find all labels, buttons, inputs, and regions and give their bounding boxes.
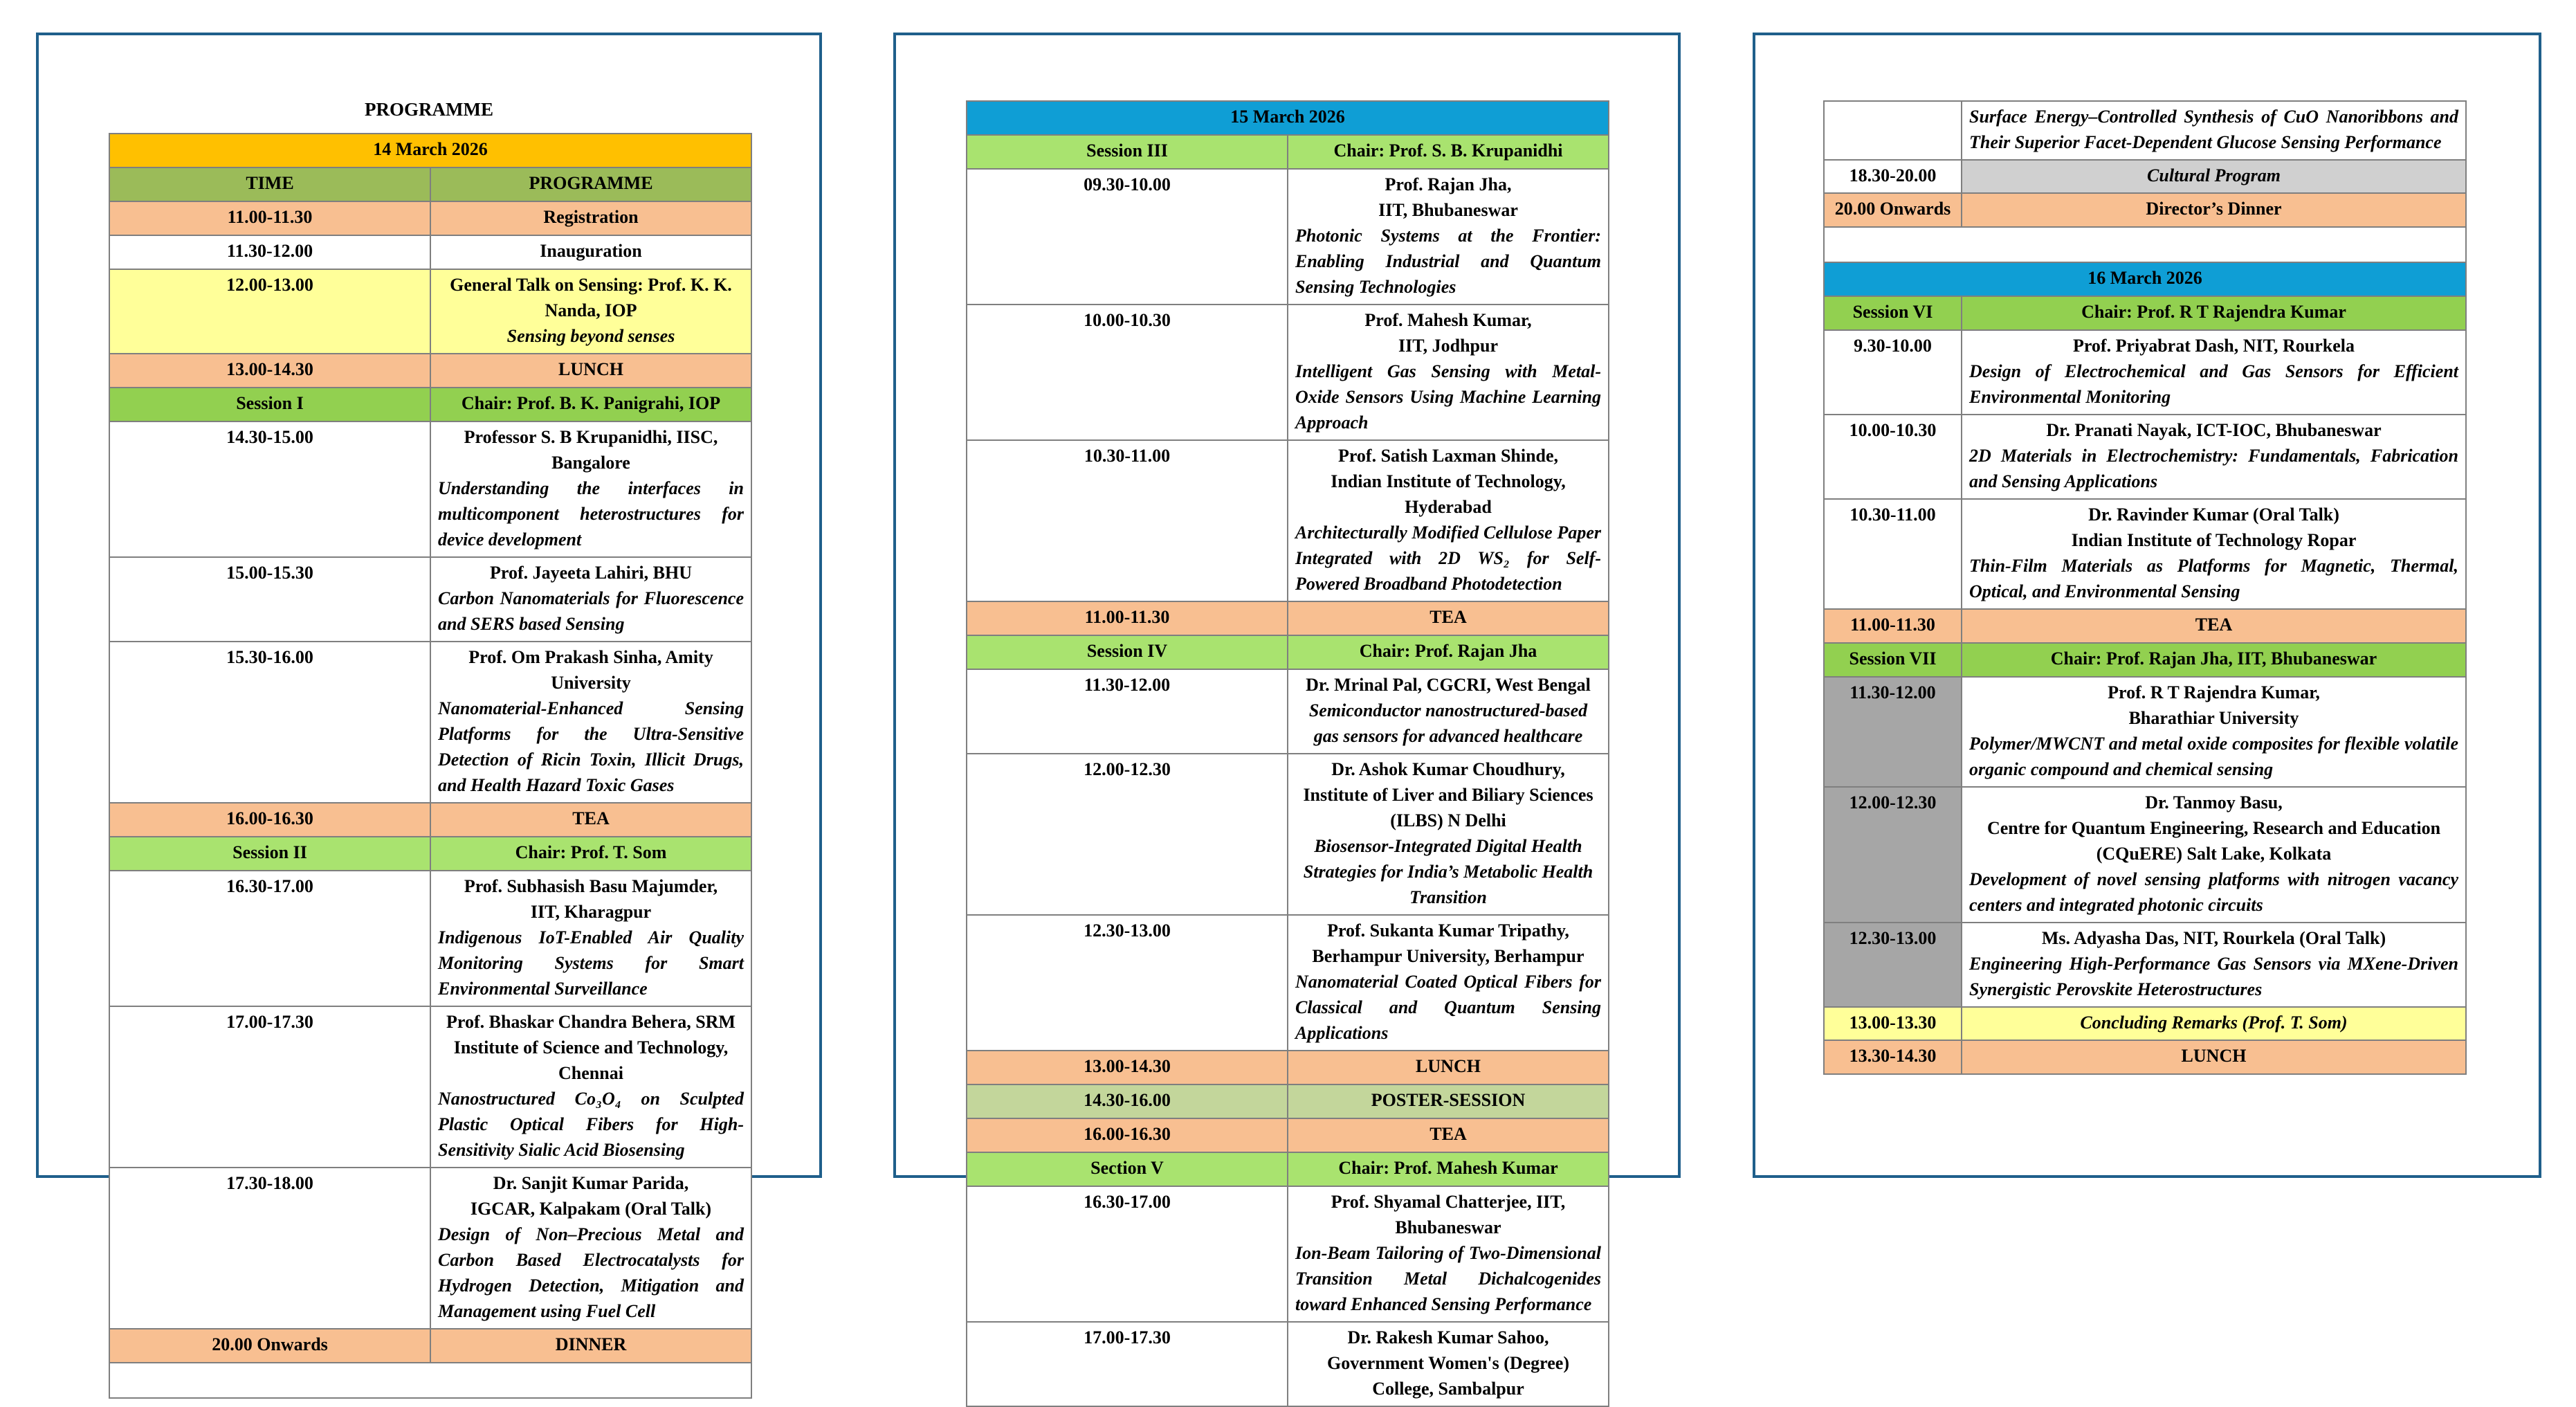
programme-cell [430,1329,751,1363]
programme-cell [1962,609,2466,643]
schedule-row [967,1118,1609,1152]
speaker-text: IIT, Jodhpur [1398,336,1499,356]
programme-cell [1288,1084,1609,1118]
schedule-row [109,557,751,642]
schedule-row [109,201,751,235]
programme-cell [1962,101,2466,160]
programme-cell [1288,1186,1609,1322]
time-cell: 13.00-13.30 [1824,1007,1962,1040]
schedule-table-1 [109,133,752,1399]
date-header-row [109,134,751,167]
speaker-text: Professor S. B Krupanidhi, IISC, Bangalore [464,427,718,473]
speaker-text: Chair: Prof. Mahesh Kumar [1338,1158,1558,1178]
speaker-text: Government Women's (Degree) College, Sambalpur [1327,1353,1569,1399]
programme-title: PROGRAMME [365,99,493,120]
schedule-row [967,1084,1609,1118]
time-cell: 11.30-12.00 [109,235,430,269]
talk-title: Development of novel sensing platforms with nitrogen vacancy centers and integrated photonic circuits [1969,869,2458,915]
speaker-text: Dr. Sanjit Kumar Parida, [493,1173,689,1193]
time-cell: 12.00-12.30 [1824,787,1962,923]
speaker-text: Chair: Prof. Rajan Jha [1359,641,1537,661]
time-cell: 10.30-11.00 [1824,499,1962,609]
talk-title: Engineering High-Performance Gas Sensors via MXene-Driven Synergistic Perovskite Heterostructures [1969,954,2458,999]
time-cell: 16.30-17.00 [967,1186,1288,1322]
programme-cell [1962,160,2466,193]
speaker-text: Dr. Rakesh Kumar Sahoo, [1347,1327,1549,1347]
schedule-table-2 [966,100,1609,1407]
programme-cell [1288,169,1609,305]
programme-page-3 [1753,33,2541,1178]
speaker-text: LUNCH [1416,1056,1481,1076]
date-heading: 14 March 2026 [109,134,751,167]
time-cell: 17.30-18.00 [109,1168,430,1329]
date-header-row [1824,262,2466,296]
programme-cell [1288,1152,1609,1186]
speaker-text: Inauguration [540,241,642,261]
programme-cell [1288,915,1609,1051]
time-cell: 17.00-17.30 [967,1322,1288,1406]
programme-cell [1288,669,1609,754]
programme-cell [1288,305,1609,440]
date-header-row [967,101,1609,135]
speaker-text: Indian Institute of Technology Ropar [2071,530,2357,550]
speaker-text: Prof. Sukanta Kumar Tripathy, [1327,920,1569,941]
speaker-text: General Talk on Sensing: Prof. K. K. Nanda, IOP [450,275,732,320]
programme-cell [430,354,751,388]
time-cell: 16.00-16.30 [967,1118,1288,1152]
time-cell: Session I [109,388,430,421]
speaker-text: POSTER-SESSION [1371,1090,1526,1110]
time-cell: 11.00-11.30 [967,601,1288,635]
schedule-row [1824,1007,2466,1040]
programme-cell [1962,330,2466,415]
speaker-text: Prof. Rajan Jha, [1385,174,1512,194]
speaker-text: Chair: Prof. R T Rajendra Kumar [2081,302,2346,322]
programme-cell [1288,440,1609,601]
talk-title: Nanomaterial Coated Optical Fibers for Classical and Quantum Sensing Applications [1295,972,1601,1043]
schedule-row [967,1322,1609,1406]
schedule-row [1824,677,2466,787]
schedule-row [109,1006,751,1168]
speaker-text: TEA [1429,1124,1467,1144]
speaker-text: Registration [543,207,639,227]
schedule-row [109,421,751,557]
speaker-text: Dr. Mrinal Pal, CGCRI, West Bengal [1306,675,1591,695]
speaker-text: IIT, Kharagpur [530,902,652,922]
talk-title: Architecturally Modified Cellulose Paper Integrated with 2D WS₂ for Self-Powered Broadband Photodetection [1295,523,1601,594]
talk-title: Cultural Program [2147,165,2281,185]
talk-title: Surface Energy–Controlled Synthesis of CuO Nanoribbons and Their Superior Facet-Dependent Glucose Sensing Performance [1969,107,2458,152]
speaker-text: Centre for Quantum Engineering, Research and Education (CQuERE) Salt Lake, Kolkata [1986,818,2441,864]
date-heading: 15 March 2026 [967,101,1609,135]
programme-cell [1288,635,1609,669]
programme-cell [430,837,751,871]
time-cell: 10.30-11.00 [967,440,1288,601]
talk-title: Intelligent Gas Sensing with Metal-Oxide Sensors Using Machine Learning Approach [1295,361,1601,433]
speaker-text: Dr. Ravinder Kumar (Oral Talk) [2088,505,2339,525]
talk-title: Design of Electrochemical and Gas Sensors for Efficient Environmental Monitoring [1969,361,2458,407]
programme-cell [1288,754,1609,915]
schedule-row [109,1168,751,1329]
programme-cell [430,557,751,642]
speaker-text: Institute of Liver and Biliary Sciences (ILBS) N Delhi [1303,785,1593,830]
time-cell: 18.30-20.00 [1824,160,1962,193]
schedule-table-3 [1823,100,2467,1075]
speaker-text: Dr. Tanmoy Basu, [2145,792,2283,813]
time-cell: 11.00-11.30 [1824,609,1962,643]
talk-title: Indigenous IoT-Enabled Air Quality Monitoring Systems for Smart Environmental Surveillance [438,927,744,999]
time-cell: 13.00-14.30 [967,1051,1288,1084]
schedule-row [1824,1040,2466,1074]
talk-title: Thin-Film Materials as Platforms for Magnetic, Thermal, Optical, and Environmental Sensing [1969,556,2458,601]
schedule-row [1824,923,2466,1007]
schedule-row [1824,499,2466,609]
time-cell: 9.30-10.00 [1824,330,1962,415]
speaker-text: Ms. Adyasha Das, NIT, Rourkela (Oral Talk) [2041,928,2386,948]
schedule-row [1824,160,2466,193]
empty-cell [109,1363,751,1398]
schedule-row [1824,787,2466,923]
talk-title: Carbon Nanomaterials for Fluorescence and SERS based Sensing [438,588,744,634]
schedule-row [1824,296,2466,330]
speaker-text: Chair: Prof. T. Som [515,842,667,862]
speaker-text: Indian Institute of Technology, Hyderabad [1331,471,1566,517]
schedule-row [1824,101,2466,160]
speaker-text: Dr. Ashok Kumar Choudhury, [1331,759,1565,779]
schedule-row [967,1186,1609,1322]
empty-row [1824,227,2466,262]
talk-title: Polymer/MWCNT and metal oxide composites for flexible volatile organic compound and chemical sensing [1969,734,2458,779]
programme-cell [1962,499,2466,609]
speaker-text: Dr. Pranati Nayak, ICT-IOC, Bhubaneswar [2046,420,2382,440]
speaker-text: LUNCH [2181,1046,2247,1066]
schedule-row [967,440,1609,601]
speaker-text: Prof. Bhaskar Chandra Behera, SRM Institute of Science and Technology, Chennai [446,1012,736,1083]
talk-title: Sensing beyond senses [506,326,675,346]
programme-cell [1962,415,2466,499]
speaker-text: TEA [1429,607,1467,627]
time-cell: 10.00-10.30 [1824,415,1962,499]
programme-page-2 [893,33,1681,1399]
schedule-row [967,669,1609,754]
speaker-text: Chair: Prof. Rajan Jha, IIT, Bhubaneswar [2050,648,2377,669]
programme-cell [1962,643,2466,677]
programme-cell [1288,135,1609,169]
speaker-text: TEA [2195,615,2233,635]
time-cell: 15.30-16.00 [109,642,430,803]
programme-cell [1288,601,1609,635]
date-heading: 16 March 2026 [1824,262,2466,296]
schedule-row [967,305,1609,440]
schedule-row [1824,193,2466,227]
schedule-row [109,235,751,269]
programme-cell [430,269,751,354]
time-cell: Section V [967,1152,1288,1186]
schedule-row [109,167,751,201]
schedule-row [967,635,1609,669]
programme-cell [430,871,751,1006]
schedule-row [967,601,1609,635]
time-cell: 14.30-15.00 [109,421,430,557]
speaker-text: Chair: Prof. B. K. Panigrahi, IOP [461,393,721,413]
schedule-row [967,1051,1609,1084]
talk-title: Nanomaterial-Enhanced Sensing Platforms for the Ultra-Sensitive Detection of Ricin Toxin, Illicit Drugs, and Health Hazard Toxic Gases [438,698,744,795]
schedule-row [109,803,751,837]
speaker-text: IGCAR, Kalpakam (Oral Talk) [470,1199,712,1219]
schedule-row [109,871,751,1006]
speaker-text: Bharathiar University [2128,708,2299,728]
schedule-row [967,1152,1609,1186]
speaker-text: Prof. Jayeeta Lahiri, BHU [490,563,692,583]
programme-cell [430,803,751,837]
programme-cell [1288,1322,1609,1406]
speaker-text: Chair: Prof. S. B. Krupanidhi [1333,140,1563,161]
speaker-text: Prof. Mahesh Kumar, [1364,310,1532,330]
programme-cell [1962,923,2466,1007]
programme-cell [430,201,751,235]
programme-cell [430,642,751,803]
time-cell: 20.00 Onwards [1824,193,1962,227]
time-cell: Session IV [967,635,1288,669]
time-cell: 11.30-12.00 [967,669,1288,754]
talk-title: Biosensor-Integrated Digital Health Strategies for India’s Metabolic Health Transition [1303,836,1593,907]
speaker-text: LUNCH [558,359,623,379]
programme-cell [1962,296,2466,330]
time-cell: 12.30-13.00 [967,915,1288,1051]
programme-cell [430,421,751,557]
time-cell: 13.30-14.30 [1824,1040,1962,1074]
schedule-row [1824,643,2466,677]
time-cell: 12.00-13.00 [109,269,430,354]
schedule-row [967,169,1609,305]
time-cell: 09.30-10.00 [967,169,1288,305]
talk-title: Semiconductor nanostructured-based gas sensors for advanced healthcare [1308,700,1588,746]
programme-cell [430,235,751,269]
programme-page-1 [36,33,822,1354]
programme-cell [430,1168,751,1329]
schedule-row [109,354,751,388]
time-cell: 11.30-12.00 [1824,677,1962,787]
programme-cell [1962,193,2466,227]
schedule-row [967,915,1609,1051]
speaker-text: Prof. Shyamal Chatterjee, IIT, Bhubaneswar [1331,1192,1566,1237]
programme-cell [430,1006,751,1168]
time-cell: 13.00-14.30 [109,354,430,388]
time-cell [1824,101,1962,160]
time-cell: Session VI [1824,296,1962,330]
speaker-text: Prof. R T Rajendra Kumar, [2108,682,2320,702]
programme-cell [1962,677,2466,787]
time-cell: 12.30-13.00 [1824,923,1962,1007]
programme-cell [1962,1040,2466,1074]
time-cell: TIME [109,167,430,201]
schedule-row [1824,330,2466,415]
time-cell: 20.00 Onwards [109,1329,430,1363]
time-cell: 17.00-17.30 [109,1006,430,1168]
schedule-row [967,754,1609,915]
speaker-text: Prof. Priyabrat Dash, NIT, Rourkela [2072,336,2355,356]
speaker-text: Berhampur University, Berhampur [1312,946,1584,966]
programme-cell [1288,1051,1609,1084]
schedule-row [109,269,751,354]
time-cell: 12.00-12.30 [967,754,1288,915]
speaker-text: Prof. Satish Laxman Shinde, [1337,446,1559,466]
schedule-row [1824,415,2466,499]
talk-title: Understanding the interfaces in multicomponent heterostructures for device development [438,478,744,550]
time-cell: 11.00-11.30 [109,201,430,235]
empty-row [109,1363,751,1398]
talk-title: Design of Non–Precious Metal and Carbon Based Electrocatalysts for Hydrogen Detection, Mitigation and Management using Fuel Cell [438,1224,744,1321]
schedule-row [967,135,1609,169]
schedule-row [1824,609,2466,643]
time-cell: Session VII [1824,643,1962,677]
speaker-text: Prof. Om Prakash Sinha, Amity University [468,647,713,693]
time-cell: 16.30-17.00 [109,871,430,1006]
schedule-row [109,388,751,421]
speaker-text: IIT, Bhubaneswar [1378,200,1518,220]
speaker-text: PROGRAMME [529,173,653,193]
speaker-text: Prof. Subhasish Basu Majumder, [464,876,718,896]
talk-title: Concluding Remarks (Prof. T. Som) [2080,1013,2348,1033]
programme-cell [430,167,751,201]
time-cell: 14.30-16.00 [967,1084,1288,1118]
time-cell: Session II [109,837,430,871]
time-cell: 16.00-16.30 [109,803,430,837]
empty-cell [1824,227,2466,262]
schedule-row [109,642,751,803]
speaker-text: DINNER [555,1334,627,1354]
programme-cell [1962,787,2466,923]
talk-title: Photonic Systems at the Frontier: Enabling Industrial and Quantum Sensing Technologies [1295,226,1601,297]
speaker-text: Director’s Dinner [2146,199,2282,219]
programme-cell [1962,1007,2466,1040]
programme-cell [430,388,751,421]
talk-title: Nanostructured Co₃O₄ on Sculpted Plastic Optical Fibers for High-Sensitivity Sialic Acid Biosensing [438,1089,744,1160]
time-cell: 15.00-15.30 [109,557,430,642]
speaker-text: TEA [572,808,610,828]
programme-cell [1288,1118,1609,1152]
talk-title: 2D Materials in Electrochemistry: Fundamentals, Fabrication and Sensing Applications [1969,446,2458,491]
talk-title: Ion-Beam Tailoring of Two-Dimensional Transition Metal Dichalcogenides toward Enhanced Sensing Performance [1295,1243,1601,1314]
schedule-row [109,837,751,871]
schedule-row [109,1329,751,1363]
time-cell: 10.00-10.30 [967,305,1288,440]
time-cell: Session III [967,135,1288,169]
